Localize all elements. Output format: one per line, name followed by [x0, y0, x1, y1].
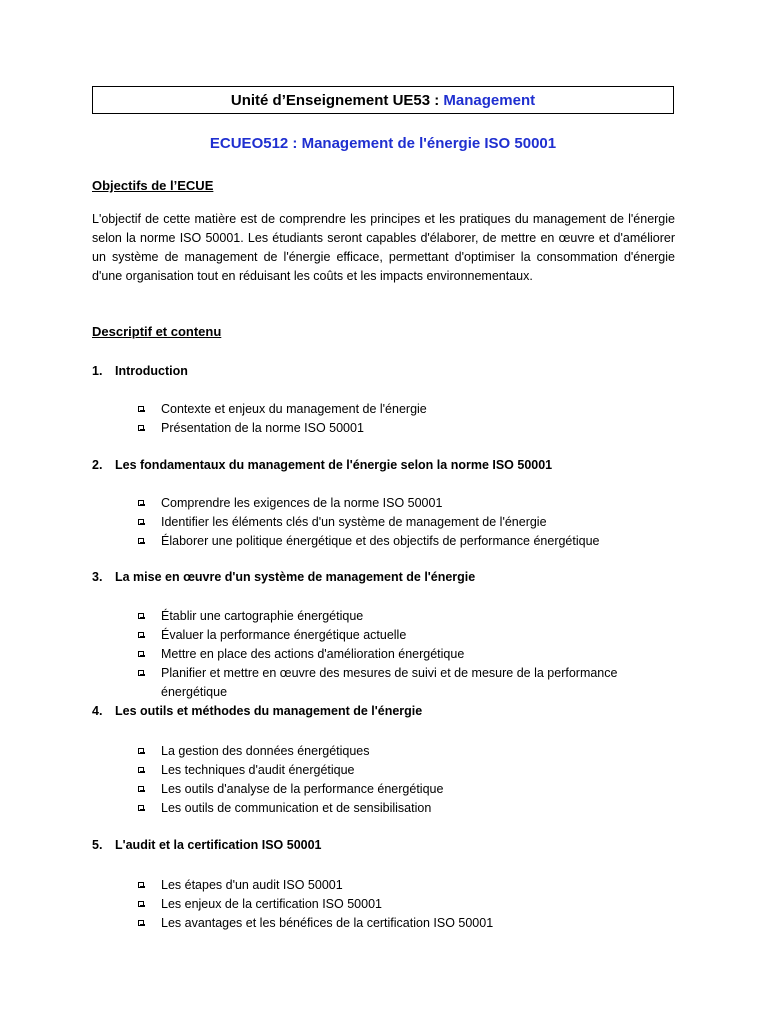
square-bullet-icon	[138, 805, 144, 811]
square-bullet-icon	[138, 920, 144, 926]
list-item: Planifier et mettre en œuvre des mesures de suivi et de mesure de la performance énergétique	[138, 664, 638, 702]
section-number: 2.	[92, 458, 103, 472]
list-item: Les enjeux de la certification ISO 50001	[138, 895, 658, 914]
list-item: La gestion des données énergétiques	[138, 742, 658, 761]
unit-header-box	[92, 86, 674, 114]
course-title: ECUEO512 : Management de l'énergie ISO 50001	[209, 135, 557, 152]
section-heading	[92, 704, 422, 718]
section-heading	[92, 364, 188, 378]
unit-header-accent: Management	[443, 91, 536, 109]
section-title: L'audit et la certification ISO 50001	[115, 838, 322, 852]
objectives-paragraph: L'objectif de cette matière est de comprendre les principes et les pratiques du management de l'énergie selon la norme ISO 50001. Les étudiants seront capables d'élaborer, de mettre en œuvre et d'améliorer un système de management de l'énergie efficace, permettant d'optimiser la consommation d'énergie d'une organisation tout en réduisant les coûts et les impacts environnementaux.	[92, 212, 675, 283]
list-item: Les avantages et les bénéfices de la certification ISO 50001	[138, 914, 658, 933]
section-title: Introduction	[115, 364, 188, 378]
section-number: 3.	[92, 570, 103, 584]
square-bullet-icon	[138, 767, 144, 773]
square-bullet-icon	[138, 748, 144, 754]
square-bullet-icon	[138, 882, 144, 888]
square-bullet-icon	[138, 406, 144, 412]
list-item: Les techniques d'audit énergétique	[138, 761, 658, 780]
square-bullet-icon	[138, 500, 144, 506]
list-item: Comprendre les exigences de la norme ISO 50001	[138, 494, 658, 513]
objectives-title: Objectifs de l’ECUE	[92, 178, 214, 193]
square-bullet-icon	[138, 786, 144, 792]
section-title: La mise en œuvre d'un système de management de l'énergie	[115, 570, 476, 584]
section-heading	[92, 838, 322, 852]
list-item: Les étapes d'un audit ISO 50001	[138, 876, 658, 895]
square-bullet-icon	[138, 613, 144, 619]
list-item: Présentation de la norme ISO 50001	[138, 419, 658, 438]
square-bullet-icon	[138, 538, 144, 544]
section-heading	[92, 570, 475, 584]
square-bullet-icon	[138, 901, 144, 907]
square-bullet-icon	[138, 632, 144, 638]
section-number: 5.	[92, 838, 103, 852]
unit-header-prefix: Unité d’Enseignement UE53 :	[230, 91, 444, 109]
list-item: Évaluer la performance énergétique actuelle	[138, 626, 658, 645]
section-number: 4.	[92, 704, 103, 718]
section-number: 1.	[92, 364, 103, 378]
square-bullet-icon	[138, 425, 144, 431]
list-item: Identifier les éléments clés d'un système de management de l'énergie	[138, 513, 658, 532]
list-item: Les outils de communication et de sensibilisation	[138, 799, 658, 818]
square-bullet-icon	[138, 670, 144, 676]
section-heading	[92, 458, 552, 472]
list-item: Contexte et enjeux du management de l'énergie	[138, 400, 658, 419]
square-bullet-icon	[138, 651, 144, 657]
section-title: Les fondamentaux du management de l'énergie selon la norme ISO 50001	[115, 458, 553, 472]
list-item: Les outils d'analyse de la performance énergétique	[138, 780, 658, 799]
content-title: Descriptif et contenu	[92, 324, 222, 339]
square-bullet-icon	[138, 519, 144, 525]
section-title: Les outils et méthodes du management de l'énergie	[115, 704, 423, 718]
list-item: Établir une cartographie énergétique	[138, 607, 658, 626]
list-item: Élaborer une politique énergétique et des objectifs de performance énergétique	[138, 532, 658, 551]
list-item: Mettre en place des actions d'amélioration énergétique	[138, 645, 658, 664]
